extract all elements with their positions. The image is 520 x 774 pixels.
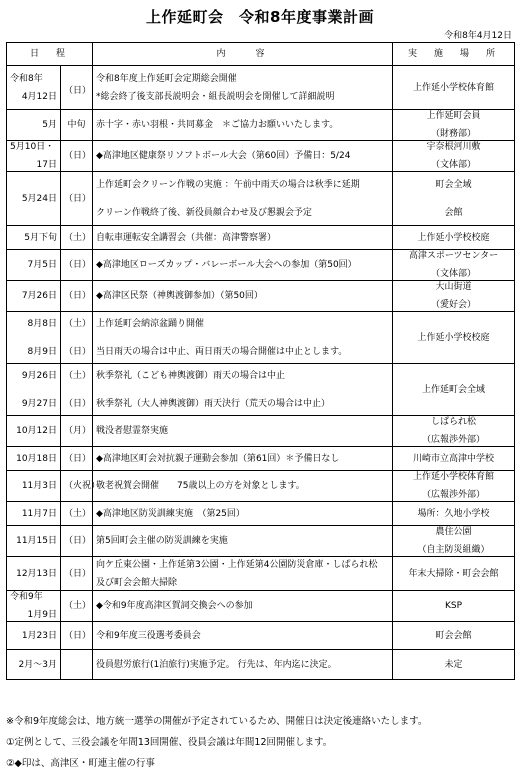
place-cell	[393, 526, 515, 557]
place-cell-line: （広報渉外部）	[422, 435, 486, 445]
date-cell	[7, 622, 61, 650]
place-cell-line: （財務部）	[431, 129, 477, 139]
date-cell-line: 4月12日	[21, 91, 57, 102]
place-cell-line: 農住公園	[435, 527, 472, 537]
day-cell	[61, 172, 93, 226]
place-cell	[393, 172, 515, 226]
content-cell-line: 自転車運転安全講習会（共催：高津警察署）	[96, 232, 277, 243]
date-cell-line: 2月～3月	[18, 659, 57, 670]
content-cell-line: 及び町会会館大掃除	[96, 577, 178, 588]
date-cell	[7, 416, 61, 447]
date-cell	[7, 591, 61, 622]
place-cell-line: KSP	[444, 601, 463, 611]
place-cell-line: （広報渉外部）	[422, 490, 486, 500]
place-cell-line: 上作延小学校校庭	[417, 332, 490, 343]
day-cell	[61, 364, 93, 416]
day-cell-line: （月）	[64, 426, 92, 436]
date-cell-line: 5月下旬	[24, 232, 57, 243]
day-cell-line: （火祝）	[64, 481, 101, 491]
content-cell	[93, 172, 393, 226]
table-row	[7, 622, 515, 650]
place-cell	[393, 471, 515, 502]
date-cell-line: 1月23日	[21, 630, 57, 641]
table-row	[7, 650, 515, 680]
date-cell	[7, 447, 61, 471]
table-row	[7, 250, 515, 281]
day-cell-line: （日）	[64, 568, 92, 579]
day-cell-line: （日）	[64, 453, 92, 464]
content-cell-line: ◆高津地区防災訓練実施 （第25回）	[96, 508, 245, 519]
place-cell-line: 年末大掃除・町会会館	[408, 568, 499, 579]
date-cell	[7, 650, 61, 680]
date-cell-line: 12月13日	[16, 568, 57, 579]
content-cell	[93, 526, 393, 557]
day-cell	[61, 416, 93, 447]
day-cell	[61, 226, 93, 250]
place-cell-line: 町会全域	[435, 179, 472, 190]
place-cell	[393, 502, 515, 526]
date-cell	[7, 526, 61, 557]
content-cell-line: 秋季祭礼（大人神輿渡御）雨天決行（荒天の場合は中止）	[96, 398, 331, 409]
content-cell-line: 令和8年度上作延町会定期総会開催	[96, 73, 237, 84]
place-cell	[393, 416, 515, 447]
page-title: 上作延町会 令和8年度事業計画	[146, 8, 374, 26]
content-cell	[93, 110, 393, 141]
date-cell-line: 9月27日	[21, 398, 57, 409]
place-cell-line: 上作延町会員	[426, 111, 481, 121]
footnotes	[6, 711, 427, 774]
content-cell-line: ◆令和9年度高津区賀詞交換会への参加	[96, 601, 253, 611]
date-cell	[7, 66, 61, 110]
day-cell-line: （日）	[64, 536, 92, 546]
content-cell	[93, 281, 393, 312]
content-cell-line: ◆高津区民祭（神輿渡御参加）（第50回）	[96, 291, 263, 301]
table-header-row	[7, 43, 515, 66]
date-cell-line: 1月9日	[27, 610, 57, 620]
date-cell	[7, 141, 61, 172]
footnote: ②◆印は、高津区・町連主催の行事	[6, 758, 155, 769]
table-row	[7, 141, 515, 172]
day-cell-line: （日）	[64, 291, 92, 301]
table-row	[7, 471, 515, 502]
content-cell-line: 令和9年度三役選考委員会	[96, 630, 201, 641]
day-cell-line: （日）	[64, 346, 92, 357]
date-cell-line: 8月8日	[27, 318, 57, 329]
day-cell	[61, 66, 93, 110]
date-cell	[7, 557, 61, 591]
content-cell	[93, 471, 393, 502]
place-cell-line: 上作延小学校体育館	[413, 472, 495, 482]
day-cell	[61, 250, 93, 281]
place-cell-line: （自主防災組織）	[417, 545, 490, 555]
content-cell	[93, 650, 393, 680]
date-cell-line: 令和8年	[10, 73, 43, 84]
header-date: 日 程	[7, 43, 93, 66]
place-cell-line: 会館	[444, 207, 463, 218]
place-cell-line: 町会会館	[435, 630, 472, 641]
day-cell	[61, 110, 93, 141]
content-cell-line: 上作延町会納涼盆踊り開催	[96, 318, 205, 329]
day-cell-line: （日）	[64, 85, 92, 96]
content-cell-line: *総会終了後支部長説明会・組長説明会を開催して詳細説明	[96, 91, 335, 102]
content-cell	[93, 226, 393, 250]
date-cell	[7, 172, 61, 226]
date-cell-line: 11月7日	[21, 508, 57, 519]
date-cell-line: 11月15日	[16, 536, 57, 546]
content-cell-line: クリーン作戦終了後、新役員顔合わせ及び懇親会予定	[96, 207, 312, 218]
schedule-table	[6, 42, 515, 680]
date-cell-line: 5月24日	[21, 193, 57, 204]
content-cell	[93, 312, 393, 364]
place-cell-line: 高津スポーツセンター	[408, 251, 499, 261]
table-row	[7, 502, 515, 526]
table-row	[7, 281, 515, 312]
date-cell-line: 9月26日	[21, 370, 57, 381]
place-cell	[393, 226, 515, 250]
date-cell	[7, 364, 61, 416]
date-cell-line: 7月5日	[27, 260, 57, 270]
date-cell	[7, 250, 61, 281]
place-cell	[393, 650, 515, 680]
content-cell-line: 赤十字・赤い羽根・共同募金 ＊ご協力お願いいたします。	[96, 120, 339, 130]
place-cell-line: 上作延町会全域	[422, 384, 486, 395]
day-cell	[61, 312, 93, 364]
day-cell-line: （日）	[64, 398, 92, 409]
place-cell-line: 上作延小学校体育館	[413, 82, 495, 93]
day-cell-line: （土）	[64, 601, 92, 611]
content-cell-line: 戦没者慰霊祭実施	[96, 426, 169, 436]
content-cell-line: 敬老祝賀会開催 75歳以上の方を対象とします。	[96, 481, 305, 491]
content-cell	[93, 364, 393, 416]
content-cell-line: 向ケ丘東公園・上作延第3公園・上作延第4公園防災倉庫・しぱられ松	[96, 559, 378, 570]
date-cell	[7, 281, 61, 312]
header-place: 実 施 場 所	[393, 43, 515, 66]
content-cell	[93, 141, 393, 172]
day-cell	[61, 281, 93, 312]
table-row	[7, 591, 515, 622]
content-cell-line: 役員慰労旅行(1泊旅行)実施予定。 行先は、年内迄に決定。	[96, 659, 337, 670]
day-cell-line: （土）	[64, 232, 92, 243]
day-cell	[61, 141, 93, 172]
table-row	[7, 364, 515, 416]
date-cell-line: 10月18日	[16, 453, 57, 464]
place-cell-line: 上作延小学校校庭	[417, 232, 490, 243]
place-cell-line: （文体部）	[431, 160, 477, 170]
table-row	[7, 526, 515, 557]
date-cell-line: 7月26日	[21, 291, 57, 301]
date-cell-line: 10月12日	[16, 426, 57, 436]
place-cell	[393, 364, 515, 416]
day-cell	[61, 526, 93, 557]
table-row	[7, 312, 515, 364]
date-cell-line: 11月3日	[21, 481, 57, 491]
content-cell	[93, 416, 393, 447]
place-cell-line: 未定	[444, 659, 463, 670]
date-cell	[7, 502, 61, 526]
content-cell-line: 上作延町会クリーン作戦の実施 ：午前中雨天の場合は秋季に延期	[96, 179, 360, 190]
date-cell	[7, 226, 61, 250]
place-cell	[393, 312, 515, 364]
place-cell-line: 大山街道	[435, 282, 472, 292]
date-cell-line: 5月	[42, 120, 57, 130]
content-cell	[93, 66, 393, 110]
table-row	[7, 226, 515, 250]
schedule-body	[7, 66, 515, 680]
footnote: ①定例として、三役会議を年間13回開催、役員会議は年間12回開催します。	[6, 737, 333, 748]
table-row	[7, 110, 515, 141]
day-cell-line: （日）	[64, 193, 92, 204]
issued-date: 令和8年4月12日	[444, 31, 512, 41]
place-cell-line: （文体部）	[431, 269, 477, 279]
place-cell	[393, 591, 515, 622]
content-cell-line: ◆高津地区健康祭リソフトボール大会（第60回）予備日：5/24	[96, 151, 351, 161]
day-cell	[61, 447, 93, 471]
date-cell-line: 令和9年	[10, 592, 43, 602]
day-cell	[61, 471, 101, 502]
place-cell	[393, 622, 515, 650]
table-row	[7, 416, 515, 447]
place-cell-line: （愛好会）	[431, 300, 477, 310]
date-cell-line: 5月10日・	[10, 142, 55, 152]
place-cell	[393, 110, 515, 141]
place-cell	[393, 250, 515, 281]
content-cell-line: 第5回町会主催の防災訓練を実施	[96, 536, 228, 546]
content-cell-line: ◆高津地区町会対抗親子運動会参加（第61回）＊予備日なし	[96, 453, 340, 464]
table-row	[7, 447, 515, 471]
date-cell	[7, 110, 61, 141]
content-cell-line: ◆高津地区ローズカップ・バレーボール大会への参加（第50回）	[96, 260, 357, 270]
day-cell-line: （土）	[64, 508, 92, 519]
place-cell	[393, 557, 515, 591]
table-row	[7, 172, 515, 226]
date-cell	[7, 471, 61, 502]
place-cell	[393, 447, 515, 471]
date-cell-line: 17日	[36, 160, 57, 170]
content-cell-line: 当日雨天の場合は中止、両日雨天の場合開催は中止とします。	[96, 346, 348, 357]
place-cell	[393, 66, 515, 110]
day-cell-line: （日）	[64, 630, 92, 641]
day-cell	[61, 591, 93, 622]
place-cell-line: しぱられ松	[431, 417, 477, 427]
day-cell	[61, 622, 93, 650]
place-cell-line: 川崎市立高津中学校	[413, 453, 495, 464]
date-cell	[7, 312, 61, 364]
day-cell-line: （日）	[64, 260, 92, 270]
place-cell-line: 場所：久地小学校	[417, 508, 490, 519]
day-cell-line: （土）	[64, 370, 92, 381]
table-row	[7, 557, 515, 591]
content-cell	[93, 591, 393, 622]
content-cell	[93, 557, 393, 591]
place-cell	[393, 141, 515, 172]
content-cell	[93, 447, 393, 471]
day-cell-line: （土）	[64, 318, 92, 329]
content-cell	[93, 250, 393, 281]
header-content: 内 容	[93, 43, 393, 66]
day-cell	[61, 502, 93, 526]
day-cell	[61, 650, 93, 680]
day-cell-line: 中旬	[67, 120, 86, 130]
content-cell	[93, 622, 393, 650]
content-cell	[93, 502, 393, 526]
content-cell-line: 秋季祭礼（こども神輿渡御）雨天の場合は中止	[96, 370, 286, 381]
place-cell	[393, 281, 515, 312]
date-cell-line: 8月9日	[27, 346, 57, 357]
day-cell	[61, 557, 93, 591]
day-cell-line: （日）	[64, 151, 92, 161]
table-row	[7, 66, 515, 110]
footnote: ※令和9年度総会は、地方統一選挙の開催が予定されているため、開催日は決定後連絡いたします。	[6, 716, 428, 727]
place-cell-line: 宇奈根河川敷	[426, 142, 481, 152]
